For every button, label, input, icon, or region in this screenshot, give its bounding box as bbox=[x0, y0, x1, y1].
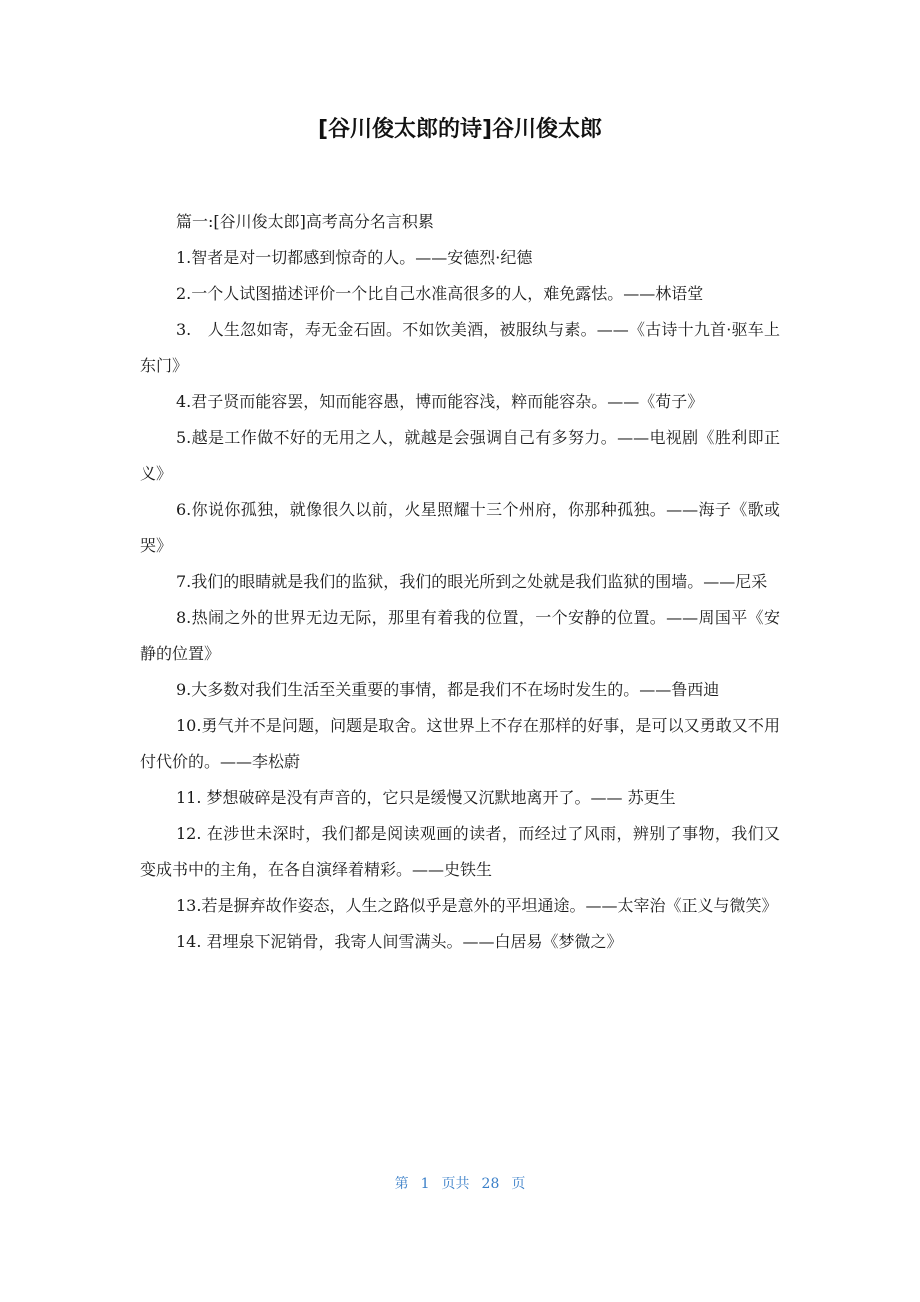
quote-paragraph: 14. 君埋泉下泥销骨，我寄人间雪满头。——白居易《梦微之》 bbox=[176, 932, 623, 951]
document-body bbox=[140, 204, 780, 960]
quote-paragraph: 11. 梦想破碎是没有声音的，它只是缓慢又沉默地离开了。—— 苏更生 bbox=[176, 788, 676, 807]
quote-paragraph: 13.若是摒弃故作姿态，人生之路似乎是意外的平坦通途。——太宰治《正义与微笑》 bbox=[176, 896, 778, 915]
quote-paragraph: 4.君子贤而能容罢，知而能容愚，博而能容浅，粹而能容杂。——《荀子》 bbox=[176, 392, 704, 411]
quote-paragraph: 10.勇气并不是问题，问题是取舍。这世界上不存在那样的好事，是可以又勇敢又不用付代价的。——李松蔚 bbox=[140, 716, 780, 771]
quote-paragraph: 5.越是工作做不好的无用之人，就越是会强调自己有多努力。——电视剧《胜利即正义》 bbox=[140, 428, 780, 483]
footer-mid: 页共 bbox=[441, 1176, 470, 1192]
footer-suffix: 页 bbox=[511, 1176, 526, 1192]
quote-paragraph: 2.一个人试图描述评价一个比自己水准高很多的人，难免露怯。——林语堂 bbox=[176, 284, 704, 303]
footer-current-page: 1 bbox=[420, 1176, 430, 1192]
quote-paragraph: 1.智者是对一切都感到惊奇的人。——安德烈·纪德 bbox=[176, 248, 533, 267]
footer-prefix: 第 bbox=[394, 1176, 409, 1192]
quote-paragraph: 7.我们的眼睛就是我们的监狱，我们的眼光所到之处就是我们监狱的围墙。——尼采 bbox=[176, 572, 768, 591]
section-heading: 篇一:[谷川俊太郎]高考高分名言积累 bbox=[176, 212, 434, 231]
document-title: [谷川俊太郎的诗]谷川俊太郎 bbox=[317, 117, 603, 142]
quote-paragraph: 9.大多数对我们生活至关重要的事情，都是我们不在场时发生的。——鲁西迪 bbox=[176, 680, 720, 699]
page-footer bbox=[0, 1172, 920, 1196]
footer-total-pages: 28 bbox=[481, 1176, 500, 1192]
quote-paragraph: 6.你说你孤独，就像很久以前，火星照耀十三个州府，你那种孤独。——海子《歌或哭》 bbox=[140, 500, 780, 555]
quote-paragraph: 8.热闹之外的世界无边无际，那里有着我的位置，一个安静的位置。——周国平《安静的位置》 bbox=[140, 608, 780, 663]
quote-paragraph: 12. 在涉世未深时，我们都是阅读观画的读者，而经过了风雨，辨别了事物，我们又变成书中的主角，在各自演绎着精彩。——史铁生 bbox=[140, 824, 780, 879]
quote-paragraph: 3. 人生忽如寄，寿无金石固。不如饮美酒，被服纨与素。——《古诗十九首·驱车上东门》 bbox=[140, 320, 780, 375]
